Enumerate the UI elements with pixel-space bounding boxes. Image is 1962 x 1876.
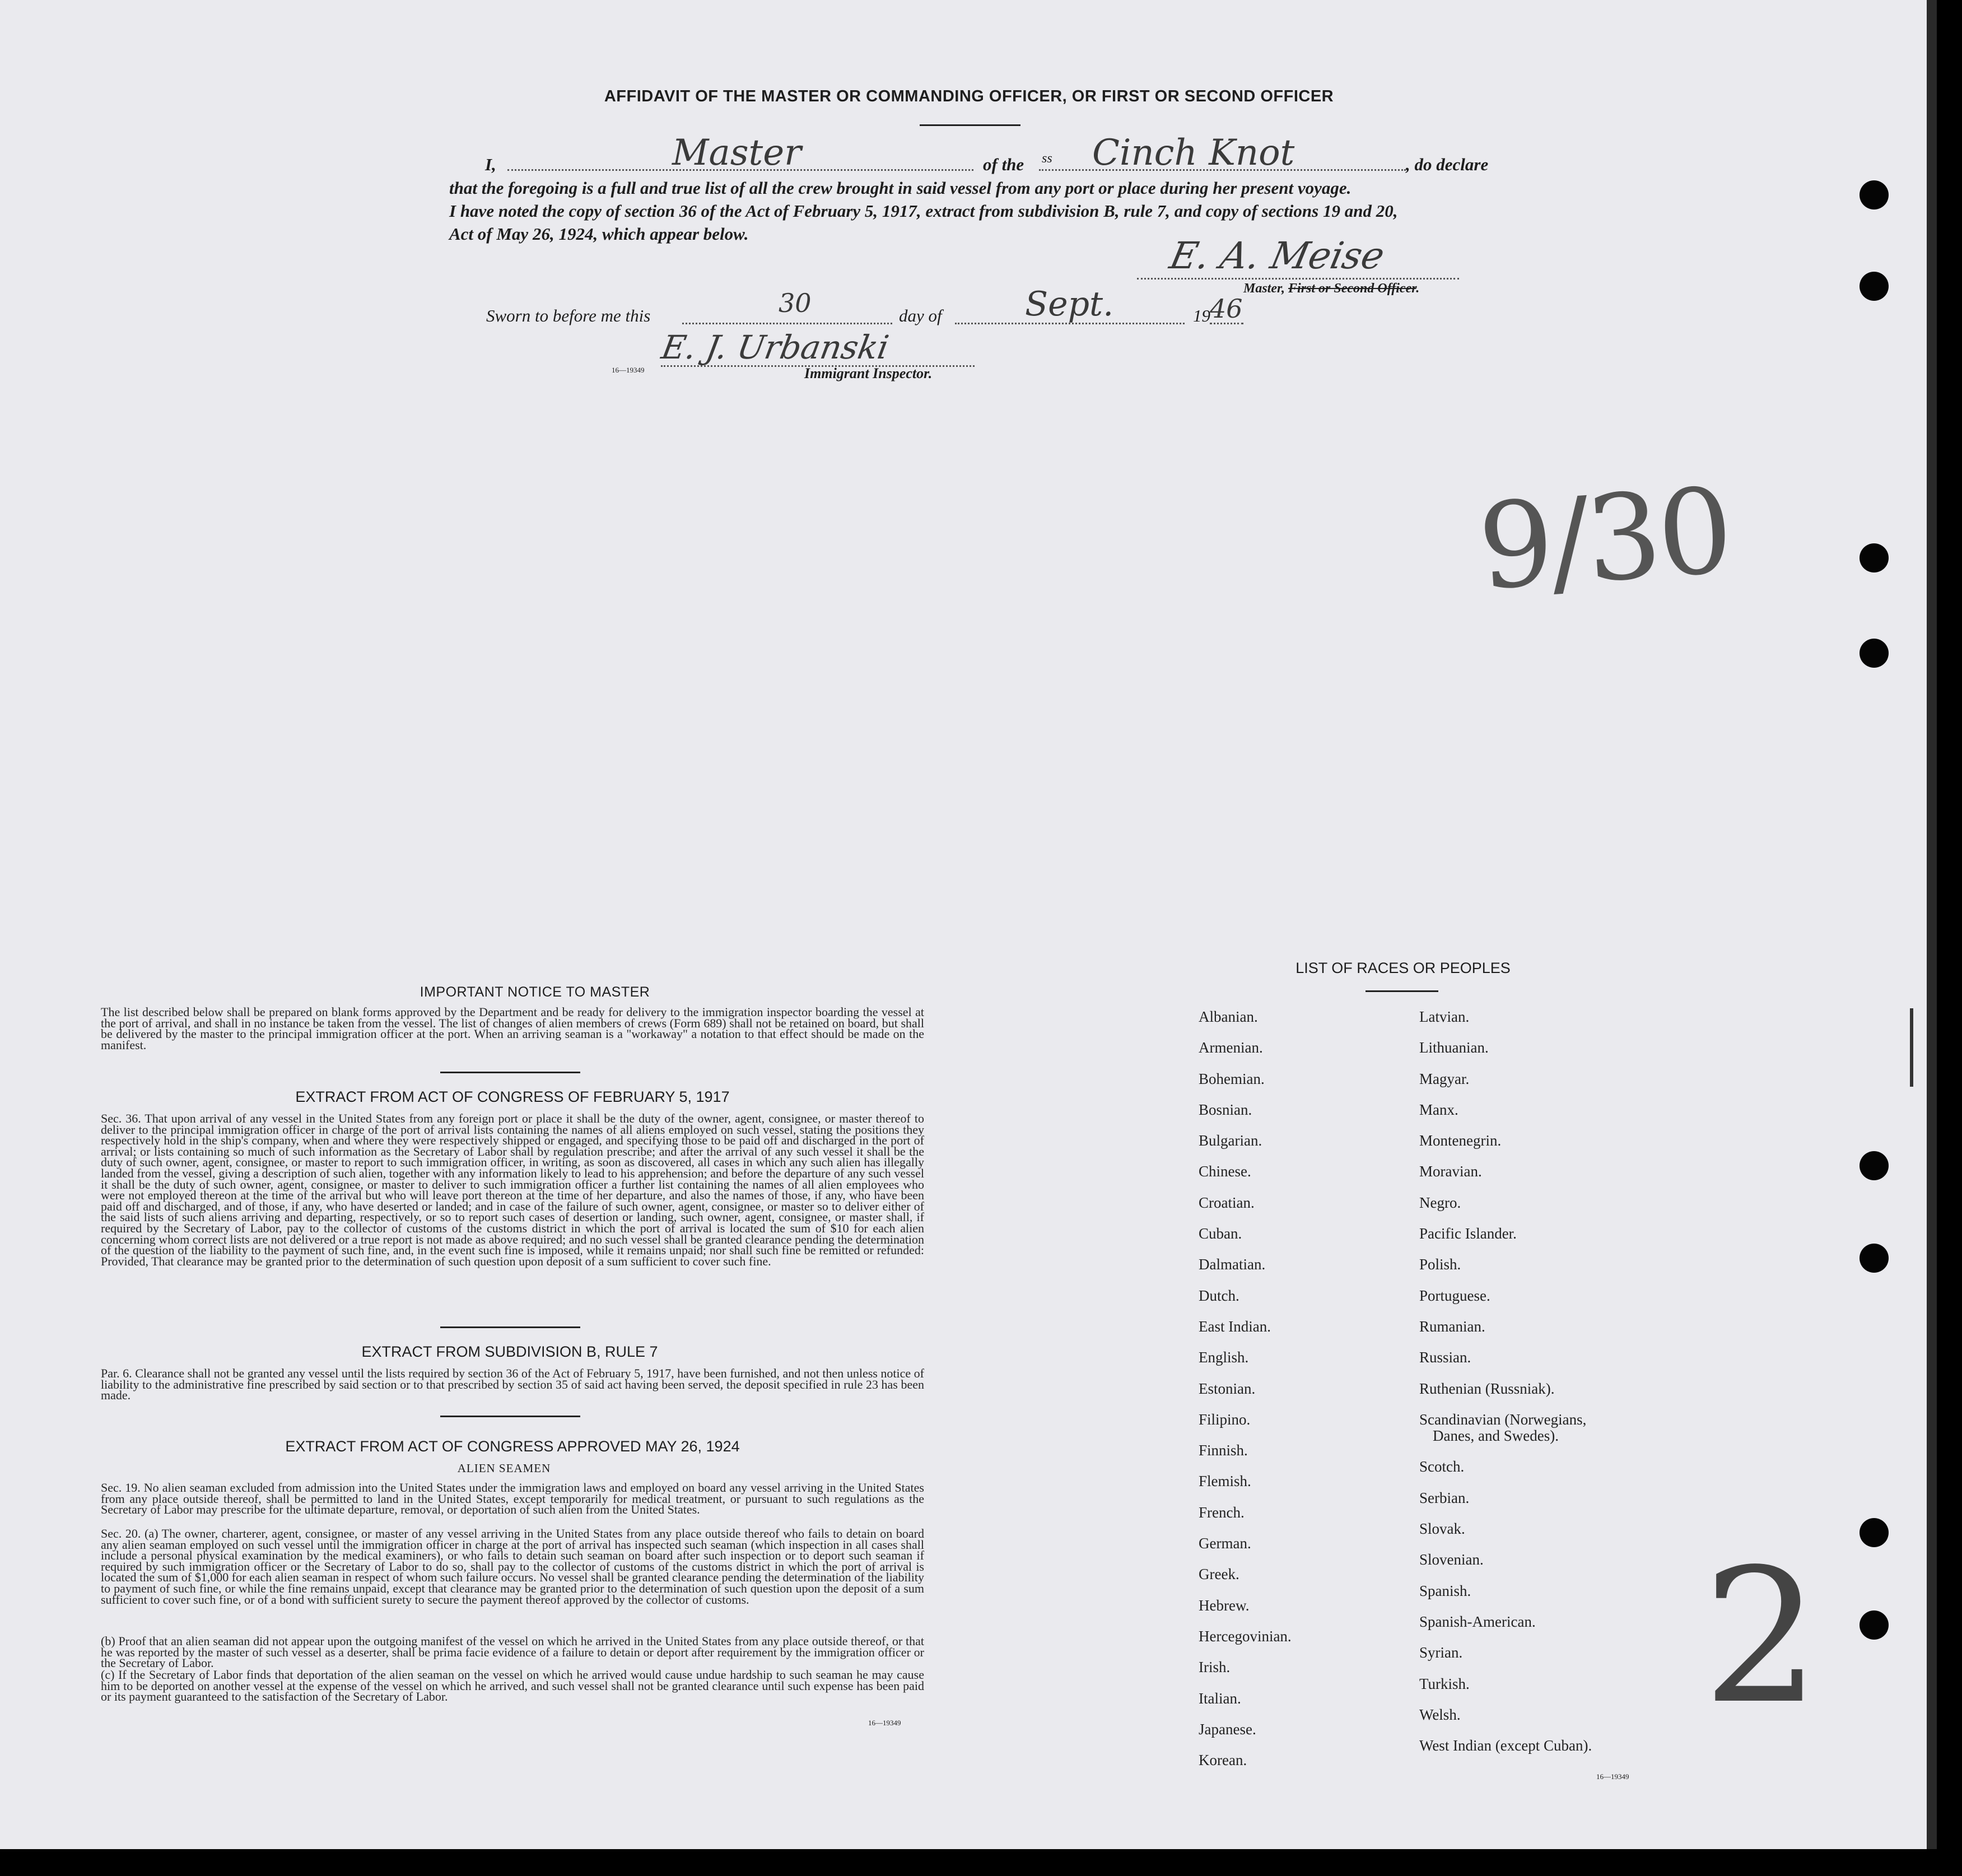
month-value: Sept.	[1025, 285, 1114, 324]
race-item: Albanian.	[1199, 1008, 1258, 1025]
race-item: Italian.	[1199, 1689, 1241, 1707]
race-item: Syrian.	[1419, 1644, 1463, 1661]
day-value: 30	[779, 288, 812, 318]
races-column-1	[1199, 1008, 1400, 1782]
extract-1924-sec20a: Sec. 20. (a) The owner, charterer, agent, consignee, or master of any vessel arriving in the United States from any place outside thereof who fails to detain on board any alien seaman employed on such vessel until the immigration officer in charge at the port of arrival has inspected such seaman (which inspection in all cases shall include a personal physical examination by the medical examiners), or who fails to detain such seaman on board after such inspection or to deport such seaman if required by such immigration officer or the Secretary of Labor to do so, shall pay to the collector of customs of the customs district in which the port of arrival is located the sum of $1,000 for each alien seaman in respect of whom such failure occurs. No vessel shall be granted clearance pending the determination of the liability to payment of such fine, or while the fine remains unpaid, except that clearance may be granted prior to the determination of such question upon the deposit of a sum sufficient to cover such fine, or of a bond with sufficient surety to secure the payment thereof approved by the collector of customs.	[101, 1526, 924, 1607]
divider-3	[440, 1416, 580, 1417]
i-label: I,	[485, 155, 496, 174]
master-signature: E. A. Meise	[1166, 234, 1388, 277]
race-item: Dutch.	[1199, 1287, 1239, 1304]
race-item: Polish.	[1419, 1256, 1461, 1273]
affidavit-line-3: I have noted the copy of section 36 of the Act of February 5, 1917, extract from subdivision B, rule 7, and copy of sections 19 and 20,	[449, 201, 1398, 221]
races-title: LIST OF RACES OR PEOPLES	[1295, 960, 1511, 976]
race-item: Irish.	[1199, 1659, 1231, 1676]
race-item: Filipino.	[1199, 1411, 1251, 1428]
master-caption	[1243, 281, 1419, 296]
race-item: Welsh.	[1419, 1706, 1461, 1723]
punch-hole	[1860, 272, 1889, 301]
race-item: Slovenian.	[1419, 1551, 1484, 1568]
punch-hole	[1860, 1610, 1889, 1640]
race-item: Hebrew.	[1199, 1596, 1250, 1614]
races-divider	[1366, 990, 1438, 992]
race-item: Russian.	[1419, 1349, 1471, 1366]
race-item: Scandinavian (Norwegians,	[1419, 1411, 1587, 1428]
year-prefix: 19	[1193, 306, 1210, 325]
extract-1924-subtitle: ALIEN SEAMEN	[457, 1461, 551, 1475]
punch-hole	[1860, 1244, 1889, 1273]
races-column-2	[1419, 1008, 1677, 1768]
year-value: 46	[1210, 294, 1243, 324]
race-item: Moravian.	[1419, 1163, 1482, 1180]
race-item: Spanish-American.	[1419, 1613, 1536, 1630]
race-item: Slovak.	[1419, 1520, 1465, 1538]
page-number-mark: 2	[1703, 1529, 1820, 1744]
affidavit-line-4: Act of May 26, 1924, which appear below.	[449, 224, 749, 244]
notice-title: IMPORTANT NOTICE TO MASTER	[420, 984, 650, 1000]
race-item: Chinese.	[1199, 1163, 1251, 1180]
punch-hole	[1860, 1151, 1889, 1180]
race-item: Armenian.	[1199, 1039, 1263, 1056]
race-item: Rumanian.	[1419, 1318, 1485, 1335]
form-number-top: 16—19349	[612, 366, 645, 374]
sworn-label: Sworn to before me this	[486, 306, 651, 325]
race-item: Bohemian.	[1199, 1070, 1265, 1087]
form-number-right: 16—19349	[1596, 1772, 1629, 1781]
extract-1924-sec20b: (b) Proof that an alien seaman did not appear upon the outgoing manifest of the vessel on which he arrived in the United States from any place outside thereof, or that he was reported by the master of such vessel as a deserter, shall be prima facie evidence of a failure to detain or deport after requirement by the immigration officer or the Secretary of Labor.	[101, 1634, 924, 1670]
race-item: Danes, and Swedes).	[1433, 1427, 1559, 1445]
race-item: East Indian.	[1199, 1318, 1271, 1335]
race-item: German.	[1199, 1535, 1251, 1552]
race-item: Croatian.	[1199, 1194, 1255, 1211]
race-item: Bulgarian.	[1199, 1132, 1262, 1149]
affidavit-line-2: that the foregoing is a full and true list of all the crew brought in said vessel from any port or place during her present voyage.	[449, 178, 1352, 198]
form-number-left: 16—19349	[868, 1719, 901, 1727]
year-field-line	[1210, 323, 1243, 324]
race-item: Portuguese.	[1419, 1287, 1490, 1304]
notice-body: The list described below shall be prepared on blank forms approved by the Department and be ready for delivery to the immigration inspector boarding the vessel at the port of arrival, and shall in no instance be taken from the vessel. The list of changes of alien members of crews (Form 689) shall not be retained on board, but shall be delivered by the master to the principal immigration officer at the port. When an arriving seaman is a "workaway" a notation to that effect should be made on the manifest.	[101, 1005, 924, 1052]
race-item: Dalmatian.	[1199, 1256, 1266, 1273]
race-item: Pacific Islander.	[1419, 1225, 1517, 1242]
race-item: Spanish.	[1419, 1582, 1471, 1599]
extract-rule7-title: EXTRACT FROM SUBDIVISION B, RULE 7	[361, 1343, 658, 1360]
affidavit-title: AFFIDAVIT OF THE MASTER OR COMMANDING OFFICER, OR FIRST OR SECOND OFFICER	[604, 87, 1334, 105]
day-of-label: day of	[899, 306, 942, 325]
race-item: Montenegrin.	[1419, 1132, 1502, 1149]
inspector-caption: Immigrant Inspector.	[804, 365, 933, 381]
race-item: Hercegovinian.	[1199, 1627, 1292, 1645]
race-item: Korean.	[1199, 1752, 1247, 1769]
punch-hole	[1860, 639, 1889, 668]
race-item: Estonian.	[1199, 1380, 1256, 1397]
race-item: Turkish.	[1419, 1675, 1470, 1692]
race-item: Flemish.	[1199, 1473, 1251, 1490]
ship-prefix: ss	[1042, 151, 1052, 166]
master-caption-post: .	[1416, 281, 1420, 296]
ship-handwritten: Cinch Knot	[1092, 132, 1295, 174]
do-declare-label: , do declare	[1406, 155, 1489, 174]
divider-1	[440, 1072, 580, 1073]
race-item: Magyar.	[1419, 1070, 1470, 1087]
race-item: French.	[1199, 1503, 1245, 1521]
master-caption-struck: First or Second Officer	[1288, 281, 1416, 296]
extract-1924-title: EXTRACT FROM ACT OF CONGRESS APPROVED MAY 26, 1924	[285, 1438, 740, 1455]
master-caption-pre: Master,	[1243, 281, 1289, 296]
race-item: Cuban.	[1199, 1225, 1242, 1242]
extract-1924-sec20c: (c) If the Secretary of Labor finds that deportation of the alien seaman on the vessel on which he arrived would cause undue hardship to such seaman he may cause him to be deported on another vessel at the expense of the vessel on which he arrived, and such vessel shall not be granted clearance until such expense has been paid or its payment guaranteed to the satisfaction of the Secretary of Labor.	[101, 1668, 924, 1704]
inspector-signature: E. J. Urbanski	[659, 328, 892, 366]
officer-handwritten: Master	[672, 132, 801, 174]
race-item: Latvian.	[1419, 1008, 1470, 1025]
right-edge-shadow	[1927, 0, 1937, 1849]
extract-1924-sec19: Sec. 19. No alien seaman excluded from admission into the United States under the immigration laws and employed on board any vessel arriving in the United States from any place outside thereof, shall be permitted to land in the United States, except temporarily for medical treatment, or pursuant to such regulations as the Secretary of Labor may prescribe for the ultimate departure, removal, or deportation of such alien from the United States.	[101, 1481, 924, 1517]
divider-2	[440, 1326, 580, 1328]
race-item: Serbian.	[1419, 1489, 1470, 1506]
extract-1917-body: Sec. 36. That upon arrival of any vessel in the United States from any foreign port or place it shall be the duty of the owner, agent, consignee, or master thereof to deliver to the principal immigration officer in charge of the port of arrival lists containing the names of all aliens employed on such vessel, stating the positions they respectively hold in the ship's company, when and where they were respectively shipped or engaged, and specifying those to be paid off and discharged in the port of arrival; or lists containing so much of such information as the Secretary of Labor shall by regulation prescribe; and after the arrival of any such vessel it shall be the duty of such owner, agent, consignee, or master to report to such immigration officer, in writing, as soon as discovered, all cases in which any such alien has illegally landed from the vessel, giving a description of such alien, together with any information likely to lead to his apprehension; and before the departure of any such vessel it shall be the duty of such owner, agent, consignee, or master to deliver to such immigration officer a further list containing the names of all alien employees who were not employed thereon at the time of the arrival but who will leave port thereon at the time of her departure, and also the names of those, if any, who have been paid off and discharged, and of those, if any, who have deserted or landed; and in case of the failure of such owner, agent, consignee, or master so to deliver either of the said lists of such aliens arriving and departing, respectively, or so to report such cases of desertion or landing, such owner, agent, consignee, or master shall, if required by the Secretary of Labor, pay to the collector of customs of the customs district in which the port of arrival is located the sum of $10 for each alien concerning whom correct lists are not delivered or a true report is not made as above required; and no such vessel shall be granted clearance pending the determination of the question of the liability to the payment of such fine, and, in the event such fine is imposed, while it remains unpaid; nor shall such fine be remitted or refunded: Provided, That clearance may be granted prior to the determination of such question upon deposit of a sum sufficient to cover such fine.	[101, 1111, 924, 1268]
right-edge-crease	[1910, 1008, 1913, 1087]
date-note: 9/30	[1474, 462, 1734, 617]
race-item: Manx.	[1419, 1101, 1458, 1118]
race-item: Bosnian.	[1199, 1101, 1252, 1118]
race-item: Negro.	[1419, 1194, 1461, 1211]
race-item: Greek.	[1199, 1566, 1239, 1583]
extract-1917-title: EXTRACT FROM ACT OF CONGRESS OF FEBRUARY 5, 1917	[295, 1088, 730, 1105]
day-field-line	[682, 323, 892, 324]
master-signature-line	[1137, 278, 1459, 280]
punch-hole	[1860, 180, 1889, 210]
race-item: Japanese.	[1199, 1720, 1256, 1738]
race-item: Ruthenian (Russniak).	[1419, 1380, 1555, 1397]
punch-hole	[1860, 543, 1889, 572]
race-item: Scotch.	[1419, 1458, 1465, 1475]
punch-hole	[1860, 1518, 1889, 1547]
title-divider	[920, 124, 1020, 126]
race-item: Lithuanian.	[1419, 1039, 1489, 1056]
race-item: English.	[1199, 1349, 1249, 1366]
race-item: West Indian (except Cuban).	[1419, 1737, 1592, 1754]
extract-rule7-body: Par. 6. Clearance shall not be granted any vessel until the lists required by section 36 of the Act of February 5, 1917, have been furnished, and not then unless notice of liability to the administrative fine prescribed by said section or to that prescribed by section 35 of said act having been served, the deposit specified in rule 23 has been made.	[101, 1366, 924, 1403]
race-item: Finnish.	[1199, 1442, 1248, 1459]
of-the-label: of the	[983, 155, 1024, 174]
